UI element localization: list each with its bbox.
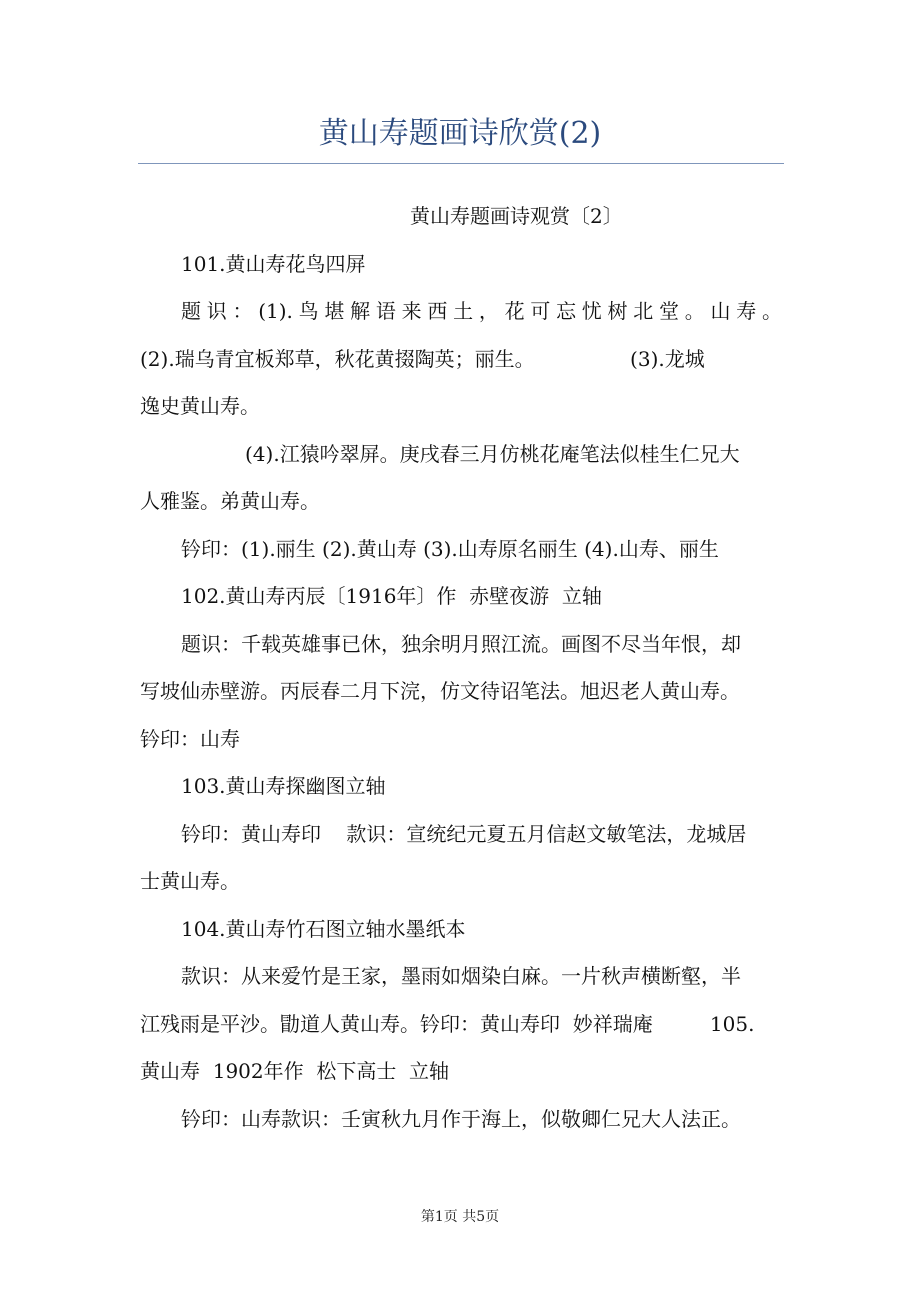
paragraph-line: 逸史黄山寿。 xyxy=(140,394,260,418)
title-divider xyxy=(138,163,784,164)
item-heading-103: 103.黄山寿探幽图立轴 xyxy=(181,774,386,798)
paragraph-line: 题识：千载英雄事已休，独余明月照江流。画图不尽当年恨，却 xyxy=(181,631,741,656)
document-subtitle: 黄山寿题画诗观赏〔2〕 xyxy=(410,204,623,228)
paragraph-line: 江残雨是平沙。勖道人黄山寿。钤印：黄山寿印 妙祥瑞庵 105. xyxy=(140,1011,755,1036)
page-title: 黄山寿题画诗欣赏(2) xyxy=(318,116,602,151)
paragraph-line: 题识：(1).鸟堪解语来西土，花可忘忧树北堂。山寿。 xyxy=(181,299,782,323)
item-heading-105: 黄山寿 1902年作 松下高士 立轴 xyxy=(140,1059,450,1083)
paragraph-line: 款识：从来爱竹是王家，墨雨如烟染白麻。一片秋声横断壑，半 xyxy=(181,964,741,988)
page-footer: 第1页 共5页 xyxy=(420,1209,500,1225)
seal-line: 钤印：山寿 xyxy=(140,726,240,751)
paragraph-line: 写坡仙赤壁游。丙辰春二月下浣，仿文待诏笔法。旭迟老人黄山寿。 xyxy=(140,679,740,703)
document-body xyxy=(140,193,782,1143)
item-heading-104: 104.黄山寿竹石图立轴水墨纸本 xyxy=(181,916,466,941)
item-heading-101: 101.黄山寿花鸟四屏 xyxy=(181,251,366,276)
paragraph-line: 士黄山寿。 xyxy=(140,869,240,893)
paragraph-line: 钤印：山寿款识：壬寅秋九月作于海上，似敬卿仁兄大人法正。 xyxy=(181,1106,741,1131)
paragraph-line: 人雅鉴。弟黄山寿。 xyxy=(140,489,320,513)
seal-line: 钤印：(1).丽生 (2).黄山寿 (3).山寿原名丽生 (4).山寿、丽生 xyxy=(181,536,719,561)
item-heading-102: 102.黄山寿丙辰〔1916年〕作 赤壁夜游 立轴 xyxy=(181,584,602,608)
paragraph-line: (4).江猿吟翠屏。庚戌春三月仿桃花庵笔法似桂生仁兄大 xyxy=(245,441,740,466)
paragraph-line: (2).瑞乌青宜板郑草，秋花黄掇陶英；丽生。 (3).龙城 xyxy=(140,346,705,371)
paragraph-line: 钤印：黄山寿印 款识：宣统纪元夏五月信赵文敏笔法，龙城居 xyxy=(181,821,747,846)
